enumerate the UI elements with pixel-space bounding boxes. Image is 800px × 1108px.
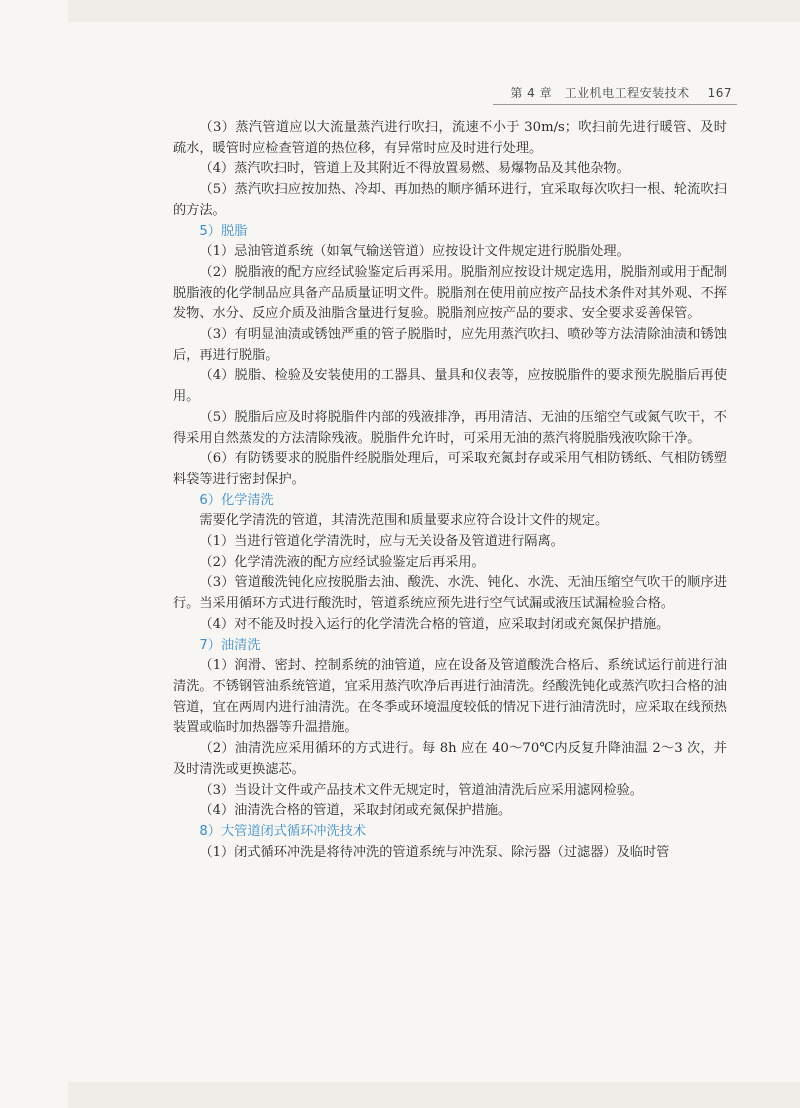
paragraph: （4）油清洗合格的管道，采取封闭或充氮保护措施。 — [199, 803, 512, 819]
paragraph: （3）有明显油渍或锈蚀严重的管子脱脂时，应先用蒸汽吹扫、喷砂等方法清除油渍和锈蚀后，再进行脱脂。 — [173, 327, 727, 363]
paragraph: （2）油清洗应采用循环的方式进行。每 8h 应在 40～70℃内反复升降油温 2～3 次，并及时清洗或更换滤芯。 — [173, 741, 727, 777]
paragraph: （3）管道酸洗钝化应按脱脂去油、酸洗、水洗、钝化、水洗、无油压缩空气吹干的顺序进行。当采用循环方式进行酸洗时，管道系统应预先进行空气试漏或液压试漏检验合格。 — [173, 575, 727, 612]
paragraph: 需要化学清洗的管道，其清洗范围和质量要求应符合设计文件的规定。 — [199, 513, 609, 529]
section-heading-oil-cleaning: 7）油清洗 — [199, 637, 261, 653]
paragraph: （3）蒸汽管道应以大流量蒸汽进行吹扫，流速不小于 30m/s；吹扫前先进行暖管、及时疏水，暖管时应检查管道的热位移，有异常时应及时进行处理。 — [173, 120, 727, 156]
paragraph: （2）脱脂液的配方应经试验鉴定后再采用。脱脂剂应按设计规定选用，脱脂剂或用于配制脱脂液的化学制品应具备产品质量证明文件。脱脂剂在使用前应按产品技术条件对其外观、不挥发物、水分、反应介质及油脂含量进行复验。脱脂剂应按产品的要求、安全要求妥善保管。 — [173, 264, 727, 322]
paragraph: （4）对不能及时投入运行的化学清洗合格的管道，应采取封闭或充氮保护措施。 — [199, 616, 670, 632]
paragraph: （1）当进行管道化学清洗时，应与无关设备及管道进行隔离。 — [199, 534, 564, 550]
paragraph: （3）当设计文件或产品技术文件无规定时，管道油清洗后应采用滤网检验。 — [199, 782, 643, 798]
paragraph: （2）化学清洗液的配方应经试验鉴定后再采用。 — [199, 554, 485, 570]
section-heading-closed-loop-flushing: 8）大管道闭式循环冲洗技术 — [199, 823, 367, 839]
paragraph: （1）闭式循环冲洗是将待冲洗的管道系统与冲洗泵、除污器（过滤器）及临时管 — [199, 844, 670, 860]
paragraph: （5）蒸汽吹扫应按加热、冷却、再加热的顺序循环进行，宜采取每次吹扫一根、轮流吹扫的方法。 — [173, 182, 727, 218]
paragraph: （4）脱脂、检验及安装使用的工器具、量具和仪表等，应按脱脂件的要求预先脱脂后再使用。 — [173, 368, 727, 405]
scan-bottom-edge — [68, 1082, 800, 1108]
paragraph: （6）有防锈要求的脱脂件经脱脂处理后，可采取充氮封存或采用气相防锈纸、气相防锈塑料袋等进行密封保护。 — [173, 451, 727, 487]
chapter-title: 第 4 章 工业机电工程安装技术 — [510, 86, 690, 100]
paragraph: （5）脱脂后应及时将脱脂件内部的残液排净，再用清洁、无油的压缩空气或氮气吹干，不得采用自然蒸发的方法清除残液。脱脂件允许时，可采用无油的蒸汽将脱脂残液吹除干净。 — [173, 409, 727, 446]
section-heading-chemical-cleaning: 6）化学清洗 — [199, 492, 274, 508]
page-number: 167 — [707, 86, 732, 100]
paragraph: （4）蒸汽吹扫时，管道上及其附近不得放置易燃、易爆物品及其他杂物。 — [199, 161, 630, 177]
scan-top-edge — [68, 0, 800, 22]
paragraph: （1）润滑、密封、控制系统的油管道，应在设备及管道酸洗合格后、系统试运行前进行油清洗。不锈钢管油系统管道，宜采用蒸汽吹净后再进行油清洗。经酸洗钝化或蒸汽吹扫合格的油管道，宜在两周内进行油清洗。在冬季或环境温度较低的情况下进行油清洗时，应采取在线预热装置或临时加热器等升温措施。 — [173, 658, 727, 736]
header-rule — [493, 104, 737, 105]
body-text — [173, 118, 727, 863]
paragraph: （1）忌油管道系统（如氧气输送管道）应按设计文件规定进行脱脂处理。 — [199, 244, 630, 260]
running-header — [510, 84, 732, 101]
section-heading-degreasing: 5）脱脂 — [199, 223, 248, 239]
